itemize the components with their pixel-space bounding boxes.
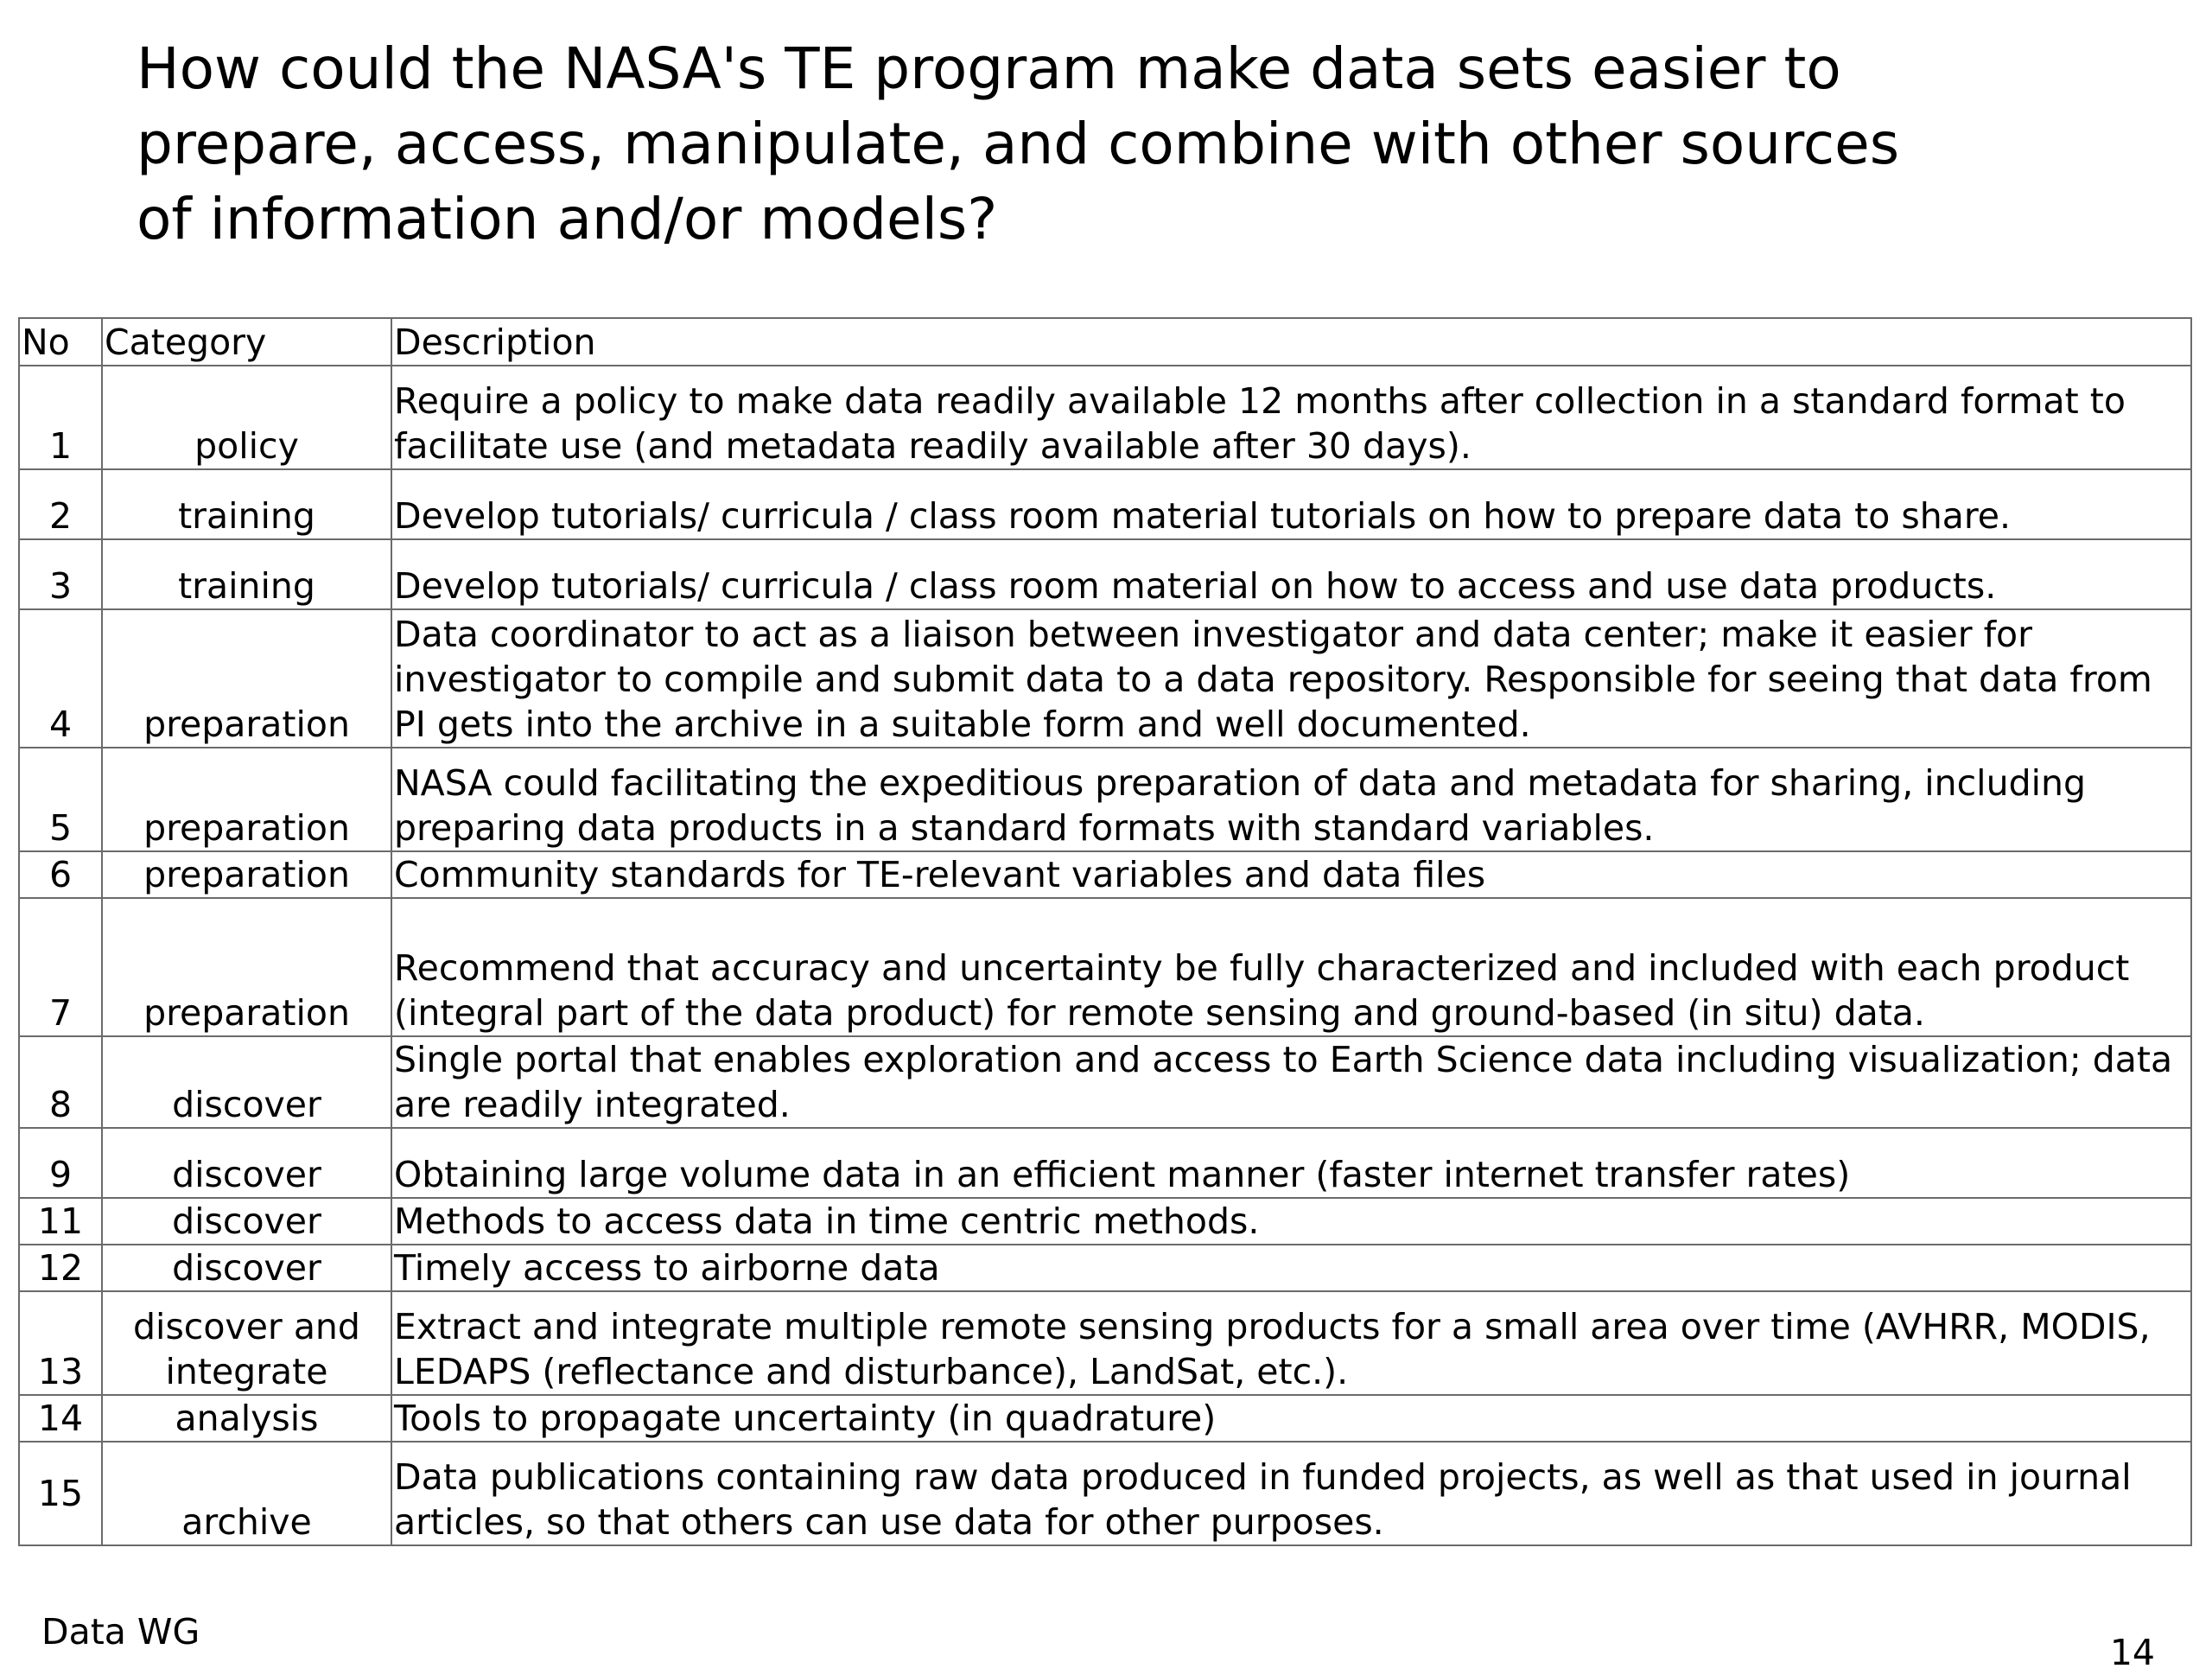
row-category: preparation xyxy=(102,609,391,748)
row-category: discover and integrate xyxy=(102,1291,391,1395)
row-category: training xyxy=(102,469,391,539)
row-category: preparation xyxy=(102,851,391,898)
row-no: 11 xyxy=(19,1198,102,1245)
row-no: 12 xyxy=(19,1245,102,1291)
row-category: preparation xyxy=(102,898,391,1036)
row-description: Data coordinator to act as a liaison between investigator and data center; make it easier for investigator to compile and submit data to a data repository. Responsible for seeing that data from PI gets into the archive in a suitable form and well documented. xyxy=(391,609,2191,748)
row-no: 6 xyxy=(19,851,102,898)
header-no: No xyxy=(19,318,102,366)
row-no: 13 xyxy=(19,1291,102,1395)
row-description: NASA could facilitating the expeditious preparation of data and metadata for sharing, including preparing data products in a standard formats with standard variables. xyxy=(391,748,2191,851)
slide-title: How could the NASA's TE program make data sets easier to prepare, access, manipulate, and combine with other sources of information and/or models? xyxy=(137,35,1900,252)
header-category: Category xyxy=(102,318,391,366)
row-description: Single portal that enables exploration and access to Earth Science data including visualization; data are readily integrated. xyxy=(391,1036,2191,1128)
row-category: discover xyxy=(102,1128,391,1198)
row-category: archive xyxy=(102,1442,391,1545)
row-category: discover xyxy=(102,1198,391,1245)
row-no: 7 xyxy=(19,898,102,1036)
table-row xyxy=(19,1036,2191,1128)
table-row xyxy=(19,1442,2191,1545)
row-category: preparation xyxy=(102,748,391,851)
table-row xyxy=(19,1291,2191,1395)
row-category: analysis xyxy=(102,1395,391,1442)
row-category: discover xyxy=(102,1245,391,1291)
row-description: Extract and integrate multiple remote sensing products for a small area over time (AVHRR, MODIS, LEDAPS (reflectance and disturbance), LandSat, etc.). xyxy=(391,1291,2191,1395)
table-row xyxy=(19,898,2191,1036)
table-row xyxy=(19,366,2191,469)
row-category: training xyxy=(102,539,391,609)
row-no: 8 xyxy=(19,1036,102,1128)
table-row xyxy=(19,539,2191,609)
table-row xyxy=(19,609,2191,748)
row-description: Data publications containing raw data produced in funded projects, as well as that used in journal articles, so that others can use data for other purposes. xyxy=(391,1442,2191,1545)
row-no: 3 xyxy=(19,539,102,609)
page-number: 14 xyxy=(2109,1632,2155,1673)
row-description: Timely access to airborne data xyxy=(391,1245,2191,1291)
row-no: 14 xyxy=(19,1395,102,1442)
table-row xyxy=(19,469,2191,539)
row-no: 4 xyxy=(19,609,102,748)
header-description: Description xyxy=(391,318,2191,366)
row-description: Methods to access data in time centric methods. xyxy=(391,1198,2191,1245)
table-row xyxy=(19,1128,2191,1198)
row-description: Recommend that accuracy and uncertainty be fully characterized and included with each product (integral part of the data product) for remote sensing and ground-based (in situ) data. xyxy=(391,898,2191,1036)
row-no: 2 xyxy=(19,469,102,539)
table-header-row xyxy=(19,318,2191,366)
table-row xyxy=(19,1198,2191,1245)
footer-label: Data WG xyxy=(41,1611,200,1653)
table-row xyxy=(19,748,2191,851)
table-row xyxy=(19,1245,2191,1291)
recommendations-table xyxy=(18,317,2192,1546)
table-row xyxy=(19,851,2191,898)
row-description: Require a policy to make data readily available 12 months after collection in a standard format to facilitate use (and metadata readily available after 30 days). xyxy=(391,366,2191,469)
row-no: 9 xyxy=(19,1128,102,1198)
row-description: Community standards for TE-relevant variables and data files xyxy=(391,851,2191,898)
row-category: discover xyxy=(102,1036,391,1128)
row-description: Obtaining large volume data in an efficient manner (faster internet transfer rates) xyxy=(391,1128,2191,1198)
row-no: 15 xyxy=(19,1442,102,1545)
row-description: Develop tutorials/ curricula / class room material on how to access and use data products. xyxy=(391,539,2191,609)
row-category: policy xyxy=(102,366,391,469)
row-no: 5 xyxy=(19,748,102,851)
row-description: Develop tutorials/ curricula / class room material tutorials on how to prepare data to share. xyxy=(391,469,2191,539)
table-row xyxy=(19,1395,2191,1442)
row-no: 1 xyxy=(19,366,102,469)
row-description: Tools to propagate uncertainty (in quadrature) xyxy=(391,1395,2191,1442)
